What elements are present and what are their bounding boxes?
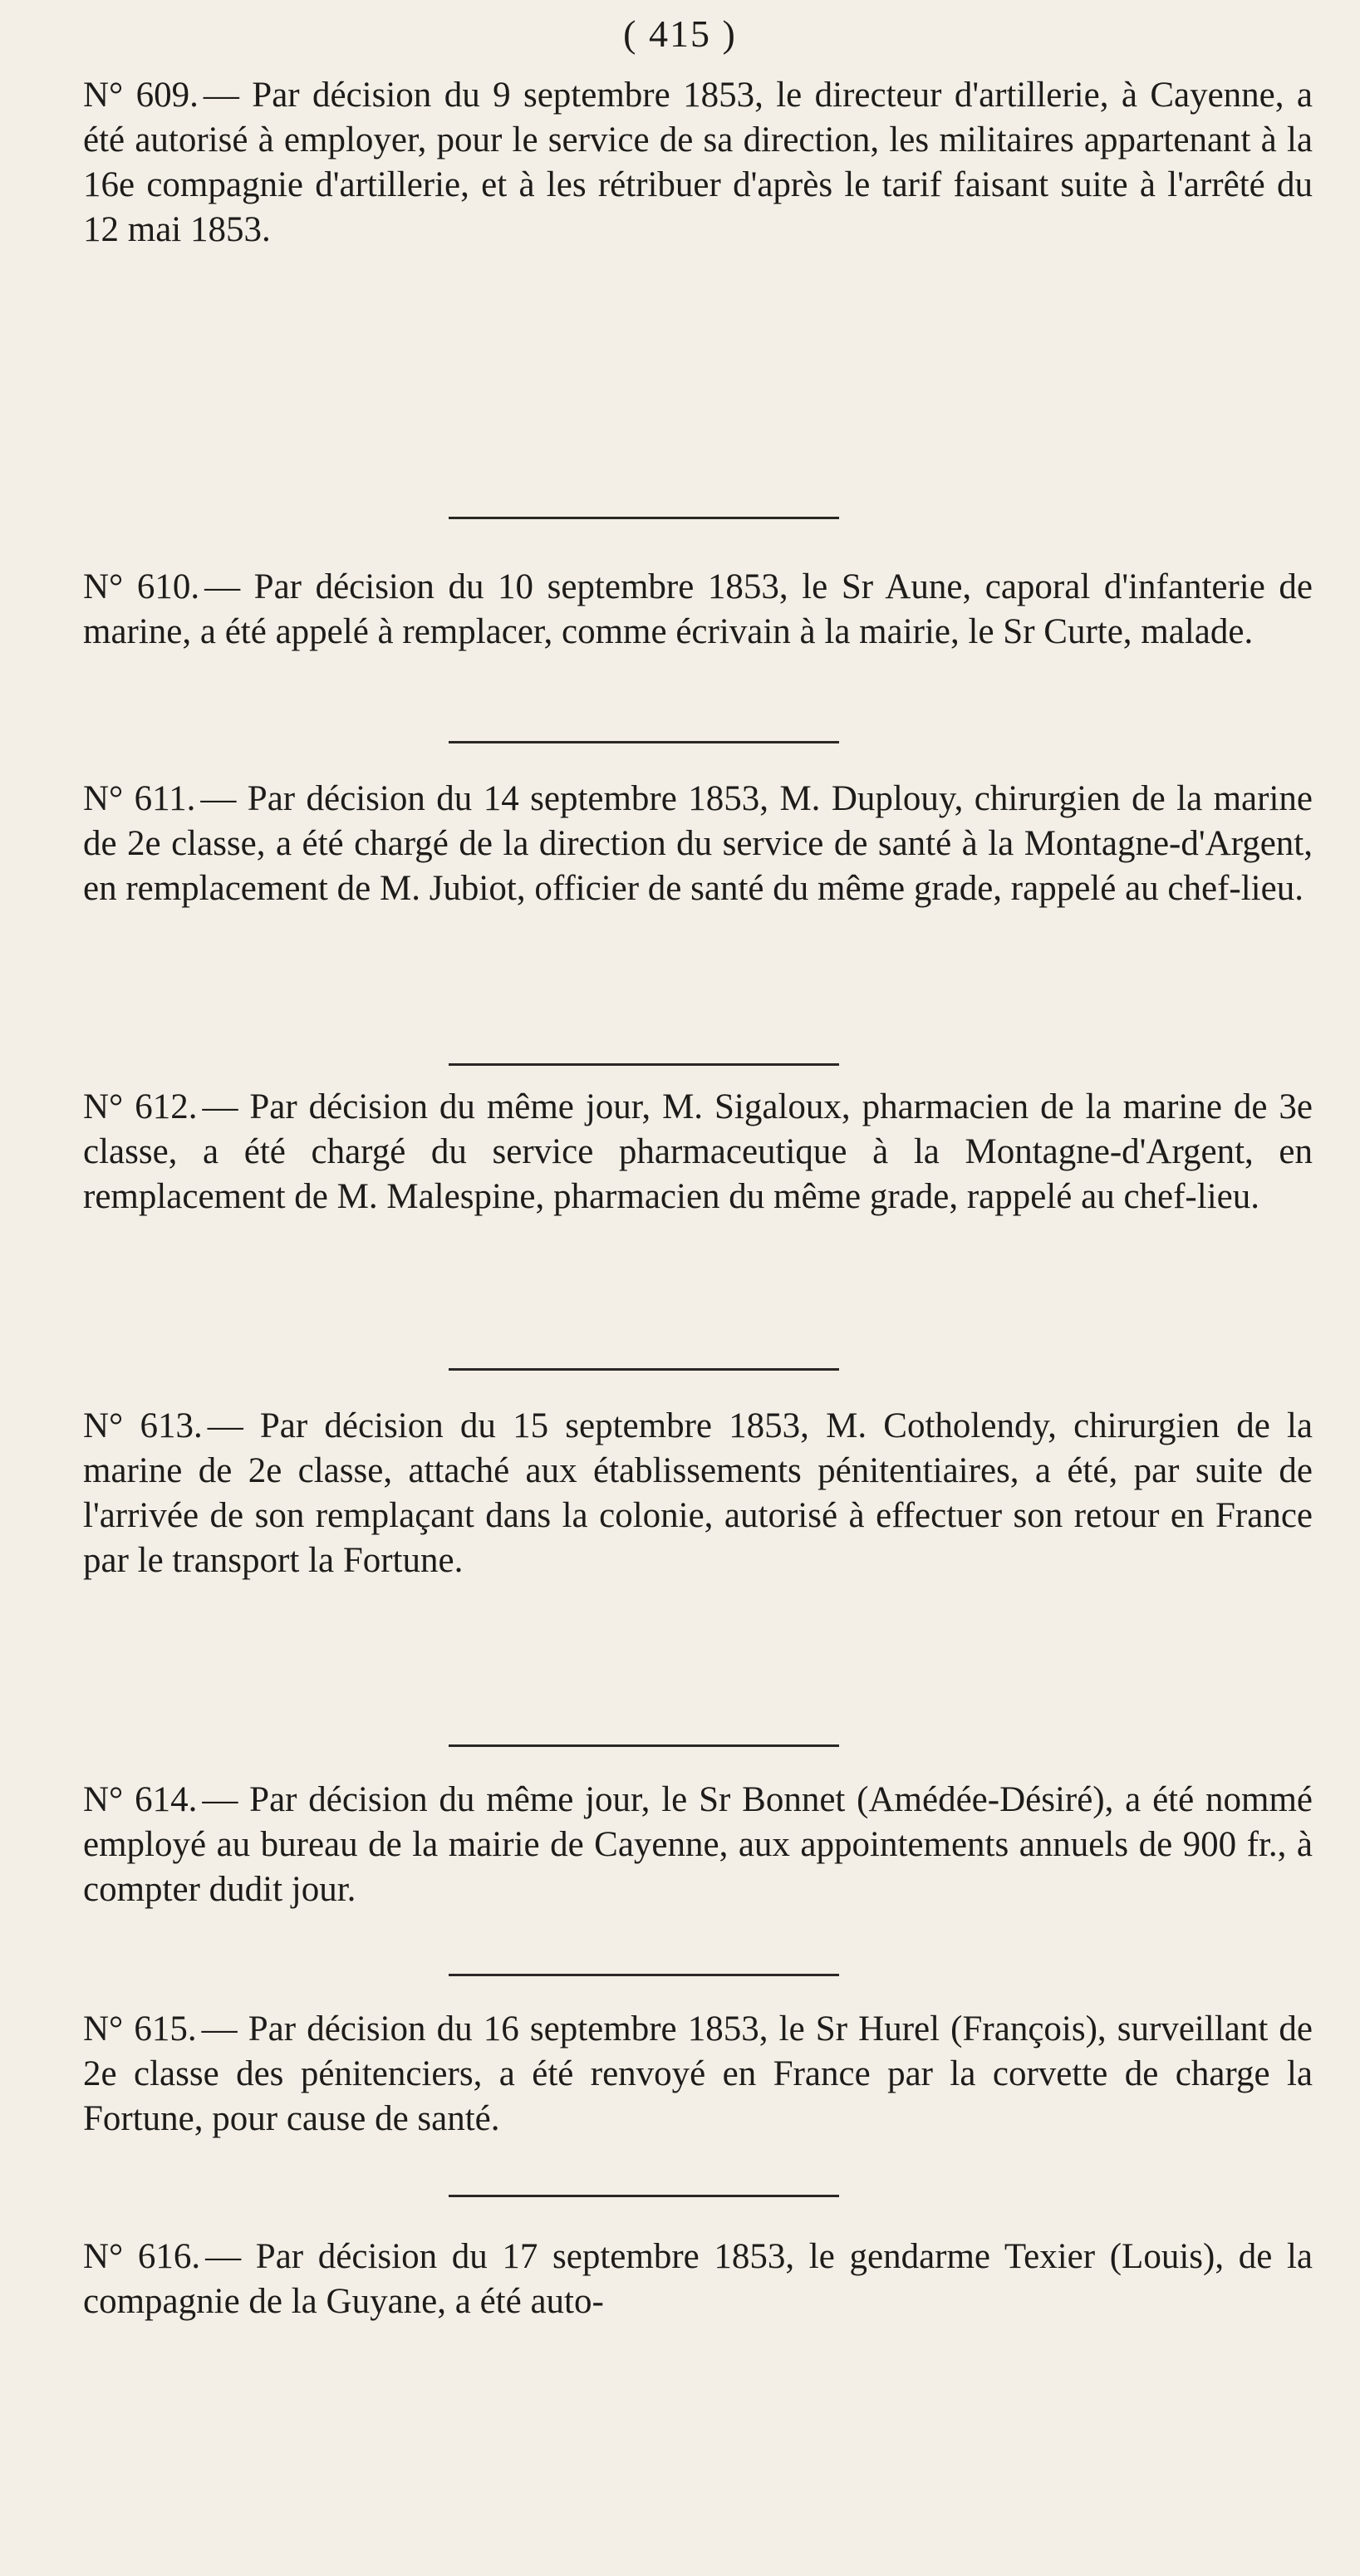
entry-text: — Par décision du même jour, le Sr Bonnet (Amédée-Désiré), a été nommé employé au bureau de la mairie de Cayenne, aux appointements annuels de 900 fr., à compter dudit jour. (83, 1780, 1313, 1909)
entry-number: N° 613. (83, 1406, 203, 1445)
entry-611 (83, 777, 1313, 911)
entry-text: — Par décision du 10 septembre 1853, le Sr Aune, caporal d'infanterie de marine, a été appelé à remplacer, comme écrivain à la mairie, le Sr Curte, malade. (83, 567, 1313, 651)
entry-number: N° 611. (83, 779, 196, 818)
entry-610 (83, 565, 1313, 655)
separator-rule (449, 1368, 839, 1371)
entry-number: N° 615. (83, 2009, 197, 2049)
entry-text: — Par décision du 9 septembre 1853, le directeur d'artillerie, à Cayenne, a été autorisé à employer, pour le service de sa direction, les militaires appartenant à la 16e compagnie d'artillerie, et à les rétribuer d'après le tarif faisant suite à l'arrêté du 12 mai 1853. (83, 76, 1313, 249)
entry-text: — Par décision du même jour, M. Sigaloux, pharmacien de la marine de 3e classe, a été chargé du service pharmaceutique à la Montagne-d'Argent, en remplacement de M. Malespine, pharmacien du même grade, rappelé au chef-lieu. (83, 1087, 1313, 1216)
separator-rule (449, 741, 839, 743)
separator-rule (449, 1744, 839, 1747)
entry-text: — Par décision du 17 septembre 1853, le gendarme Texier (Louis), de la compagnie de la Guyane, a été auto- (83, 2237, 1313, 2321)
entry-number: N° 609. (83, 76, 199, 115)
entry-615 (83, 2007, 1313, 2142)
entry-text: — Par décision du 15 septembre 1853, M. Cotholendy, chirurgien de la marine de 2e classe, attaché aux établissements pénitentiaires, a été, par suite de l'arrivée de son remplaçant dans la colonie, autorisé à effectuer son retour en France par le transport la Fortune. (83, 1406, 1313, 1580)
entry-614 (83, 1778, 1313, 1912)
entry-text: — Par décision du 14 septembre 1853, M. Duplouy, chirurgien de la marine de 2e classe, a été chargé de la direction du service de santé à la Montagne-d'Argent, en remplacement de M. Jubiot, officier de santé du même grade, rappelé au chef-lieu. (83, 779, 1313, 908)
entry-616 (83, 2235, 1313, 2324)
entry-609 (83, 73, 1313, 253)
entry-text: — Par décision du 16 septembre 1853, le Sr Hurel (François), surveillant de 2e classe des pénitenciers, a été renvoyé en France par la corvette de charge la Fortune, pour cause de santé. (83, 2009, 1313, 2138)
entry-number: N° 614. (83, 1780, 198, 1819)
separator-rule (449, 517, 839, 519)
entry-number: N° 616. (83, 2237, 201, 2276)
separator-rule (449, 1974, 839, 1976)
page-number: ( 415 ) (623, 12, 737, 55)
entry-612 (83, 1085, 1313, 1219)
separator-rule (449, 1063, 839, 1066)
separator-rule (449, 2195, 839, 2197)
entry-number: N° 610. (83, 567, 200, 606)
entry-613 (83, 1404, 1313, 1583)
entry-number: N° 612. (83, 1087, 198, 1126)
